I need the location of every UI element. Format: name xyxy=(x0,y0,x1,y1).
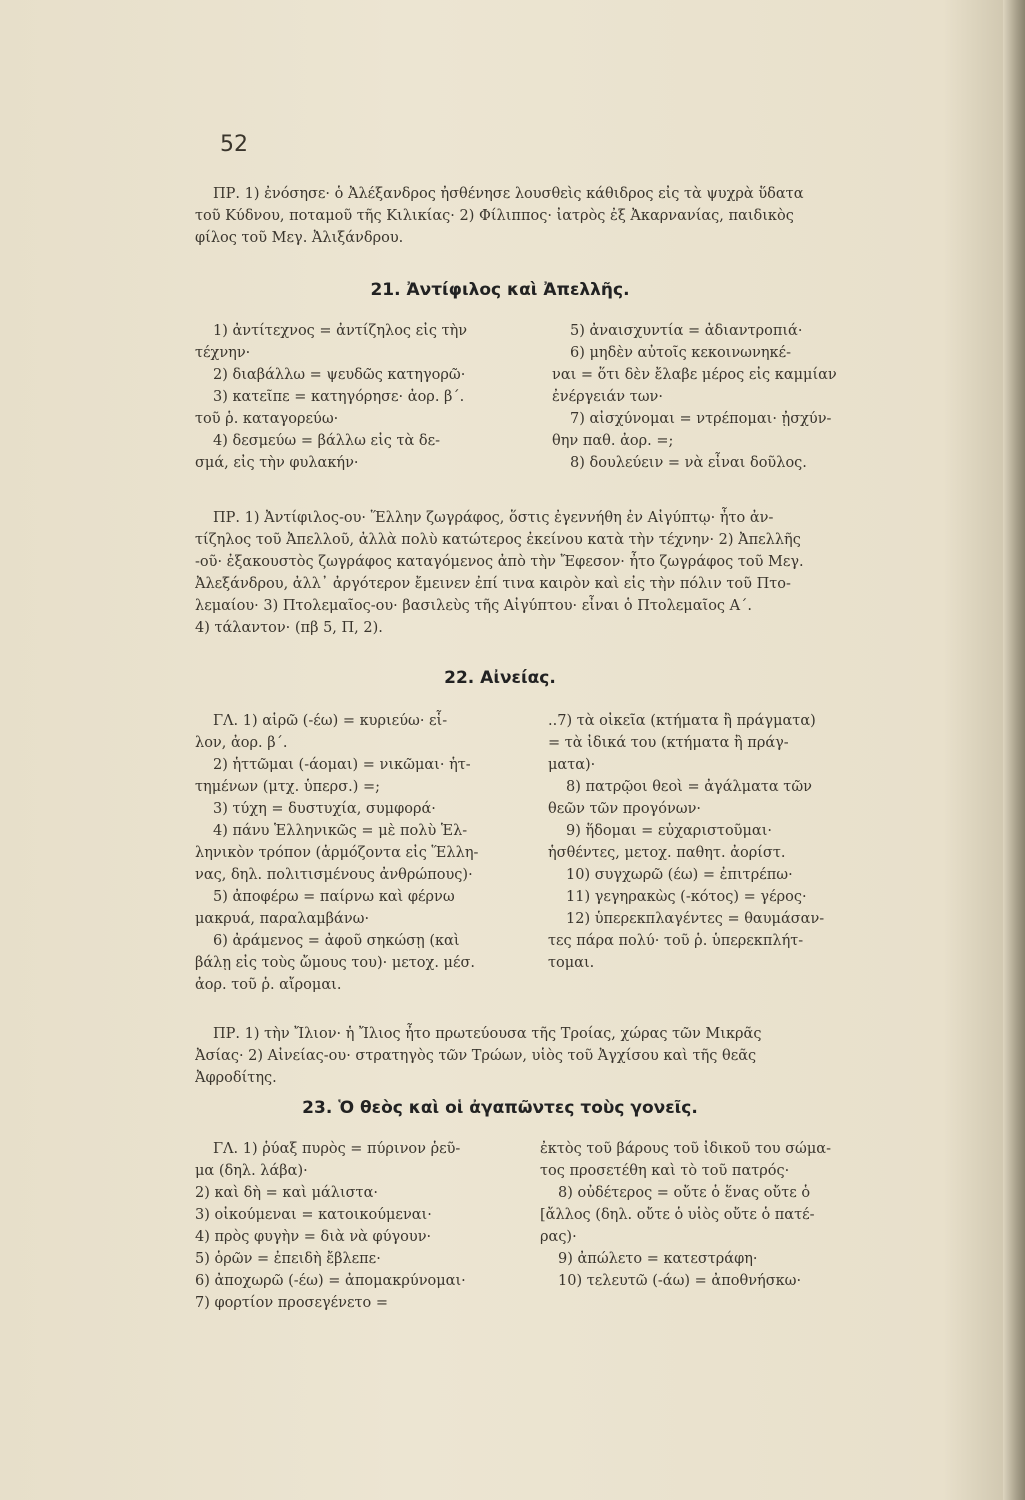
gloss-line: 2) ἡττῶμαι (-άομαι) = νικῶμαι· ἡτ- xyxy=(213,757,471,773)
section-heading-22: 22. Αἰνείας. xyxy=(444,668,556,688)
gloss-line: 7) αἰσχύνομαι = ντρέπομαι· ᾐσχύν- xyxy=(570,411,832,427)
gloss-line: τημένων (μτχ. ὑπερσ.) =; xyxy=(195,779,381,795)
text-line: ΠΡ. 1) ἐνόσησε· ὁ Ἀλέξανδρος ἠσθένησε λουσθεὶς κάθιδρος εἰς τὰ ψυχρὰ ὕδατα xyxy=(213,186,804,202)
s22-left-column xyxy=(195,710,525,996)
gloss-line: 10) τελευτῶ (-άω) = ἀποθνήσκω· xyxy=(558,1273,802,1289)
gloss-line: 2) διαβάλλω = ψευδῶς κατηγορῶ· xyxy=(213,367,466,383)
gloss-line: τομαι. xyxy=(548,955,595,971)
gloss-line: ληνικὸν τρόπον (ἁρμόζοντα εἰς Ἕλλη- xyxy=(195,845,479,861)
gloss-line: ἐκτὸς τοῦ βάρους τοῦ ἰδικοῦ του σώμα- xyxy=(540,1141,831,1157)
gloss-line: 12) ὑπερεκπλαγέντες = θαυμάσαν- xyxy=(566,911,825,927)
gloss-line: ματα)· xyxy=(548,757,596,773)
text-line: 4) τάλαντον· (πβ 5, Π, 2). xyxy=(195,620,383,636)
gloss-line: ἐνέργειάν των· xyxy=(552,389,663,405)
gloss-line: 8) πατρῷοι θεοὶ = ἀγάλματα τῶν xyxy=(566,779,812,795)
gloss-line: 5) ὁρῶν = ἐπειδὴ ἔβλεπε· xyxy=(195,1251,381,1267)
note-block-20 xyxy=(195,183,895,249)
gloss-line: 3) κατεῖπε = κατηγόρησε· ἀορ. β΄. xyxy=(213,389,465,405)
text-line: ΠΡ. 1) τὴν Ἴλιον· ἡ Ἴλιος ἦτο πρωτεύουσα τῆς Τροίας, χώρας τῶν Μικρᾶς xyxy=(213,1026,762,1042)
gloss-line: 5) ἀποφέρω = παίρνω καὶ φέρνω xyxy=(213,889,455,905)
gloss-line: τος προσετέθη καὶ τὸ τοῦ πατρός· xyxy=(540,1163,790,1179)
gloss-line: 6) ἀράμενος = ἀφοῦ σηκώσῃ (καὶ xyxy=(213,933,460,949)
gloss-line: τοῦ ῥ. καταγορεύω· xyxy=(195,411,339,427)
gloss-line: 6) μηδὲν αὐτοῖς κεκοινωνηκέ- xyxy=(570,345,791,361)
text-line: φίλος τοῦ Μεγ. Ἀλιξάνδρου. xyxy=(195,230,404,246)
page-number: 52 xyxy=(220,132,248,157)
gloss-line: 4) πάνυ Ἑλληνικῶς = μὲ πολὺ Ἑλ- xyxy=(213,823,468,839)
gloss-line: νας, δηλ. πολιτισμένους ἀνθρώπους)· xyxy=(195,867,473,883)
gloss-line: σμά, εἰς τὴν φυλακήν· xyxy=(195,455,359,471)
s22-right-column xyxy=(548,710,893,974)
gloss-line: ..7) τὰ οἰκεῖα (κτήματα ἢ πράγματα) xyxy=(548,713,816,729)
gloss-line: 5) ἀναισχυντία = ἀδιαντροπιά· xyxy=(570,323,803,339)
gloss-line: 2) καὶ δὴ = καὶ μάλιστα· xyxy=(195,1185,378,1201)
gloss-line: [ἄλλος (δηλ. οὔτε ὁ υἱὸς οὔτε ὁ πατέ- xyxy=(540,1207,815,1223)
gloss-line: 6) ἀποχωρῶ (-έω) = ἀπομακρύνομαι· xyxy=(195,1273,466,1289)
gloss-line: 10) συγχωρῶ (έω) = ἐπιτρέπω· xyxy=(566,867,793,883)
gloss-line: 7) φορτίον προσεγένετο = xyxy=(195,1295,388,1311)
gloss-line: 9) ἥδομαι = εὐχαριστοῦμαι· xyxy=(566,823,772,839)
gloss-line: ἡσθέντες, μετοχ. παθητ. ἀορίστ. xyxy=(548,845,786,861)
text-line: Ἀσίας· 2) Αἰνείας-ου· στρατηγὸς τῶν Τρώων, υἱὸς τοῦ Ἀγχίσου καὶ τῆς θεᾶς xyxy=(195,1048,757,1064)
gloss-line: ρας)· xyxy=(540,1229,577,1245)
gloss-line: ΓΛ. 1) ῥύαξ πυρὸς = πύρινον ῥεῦ- xyxy=(213,1141,461,1157)
text-line: τοῦ Κύδνου, ποταμοῦ τῆς Κιλικίας· 2) Φίλιππος· ἰατρὸς ἐξ Ἀκαρνανίας, παιδικὸς xyxy=(195,208,794,224)
text-line: -οῦ· ἐξακουστὸς ζωγράφος καταγόμενος ἀπὸ τὴν Ἔφεσον· ἦτο ζωγράφος τοῦ Μεγ. xyxy=(195,554,804,570)
gloss-line: μακρυά, παραλαμβάνω· xyxy=(195,911,370,927)
section-heading-21: 21. Ἀντίφιλος καὶ Ἀπελλῆς. xyxy=(370,280,630,300)
text-line: Ἀλεξάνδρου, ἀλλ᾽ ἀργότερον ἔμεινεν ἐπί τινα καιρὸν καὶ εἰς τὴν πόλιν τοῦ Πτο- xyxy=(195,576,791,592)
gloss-line: 11) γεγηρακὼς (-κότος) = γέρος· xyxy=(566,889,807,905)
note-block-21 xyxy=(195,507,895,639)
gloss-line: 3) οἰκούμεναι = κατοικούμεναι· xyxy=(195,1207,432,1223)
gloss-line: τες πάρα πολύ· τοῦ ῥ. ὑπερεκπλήτ- xyxy=(548,933,804,949)
gloss-line: θεῶν τῶν προγόνων· xyxy=(548,801,702,817)
section-heading-23: 23. Ὁ θεὸς καὶ οἱ ἀγαπῶντες τοὺς γονεῖς. xyxy=(302,1098,698,1118)
gloss-line: βάλῃ εἰς τοὺς ὤμους του)· μετοχ. μέσ. xyxy=(195,955,475,971)
gloss-line: 8) οὐδέτερος = οὔτε ὁ ἕνας οὔτε ὁ xyxy=(558,1185,811,1201)
gloss-line: ναι = ὅτι δὲν ἔλαβε μέρος εἰς καμμίαν xyxy=(552,367,837,383)
text-line: τίζηλος τοῦ Ἀπελλοῦ, ἀλλὰ πολὺ κατώτερος ἐκείνου κατὰ τὴν τέχνην· 2) Ἀπελλῆς xyxy=(195,532,801,548)
gloss-line: 3) τύχη = δυστυχία, συμφορά· xyxy=(213,801,436,817)
gloss-line: ΓΛ. 1) αἱρῶ (-έω) = κυριεύω· εἷ- xyxy=(213,713,448,729)
gloss-line: λον, ἀορ. β΄. xyxy=(195,735,288,751)
s21-right-column xyxy=(552,320,892,474)
s23-right-column xyxy=(540,1138,890,1292)
gloss-line: 9) ἀπώλετο = κατεστράφη· xyxy=(558,1251,758,1267)
text-line: Ἀφροδίτης. xyxy=(195,1070,277,1086)
gloss-line: 4) δεσμεύω = βάλλω εἰς τὰ δε- xyxy=(213,433,441,449)
gloss-line: μα (δηλ. λάβα)· xyxy=(195,1163,308,1179)
gloss-line: ἀορ. τοῦ ῥ. αἴρομαι. xyxy=(195,977,342,993)
gloss-line: 4) πρὸς φυγὴν = διὰ νὰ φύγουν· xyxy=(195,1229,432,1245)
gloss-line: 1) ἀντίτεχνος = ἀντίζηλος εἰς τὴν xyxy=(213,323,468,339)
page-edge xyxy=(1003,0,1025,1500)
gloss-line: τέχνην· xyxy=(195,345,251,361)
gloss-line: 8) δουλεύειν = νὰ εἶναι δοῦλος. xyxy=(570,455,807,471)
s23-left-column xyxy=(195,1138,525,1314)
text-line: ΠΡ. 1) Ἀντίφιλος-ου· Ἕλλην ζωγράφος, ὅστις ἐγεννήθη ἐν Αἰγύπτῳ· ἦτο ἀν- xyxy=(213,510,774,526)
text-line: λεμαίου· 3) Πτολεμαῖος-ου· βασιλεὺς τῆς Αἰγύπτου· εἶναι ὁ Πτολεμαῖος Α΄. xyxy=(195,598,752,614)
s21-left-column xyxy=(195,320,525,474)
note-block-22 xyxy=(195,1023,895,1089)
gloss-line: = τὰ ἰδικά του (κτήματα ἢ πράγ- xyxy=(548,735,789,751)
gloss-line: θην παθ. ἀορ. =; xyxy=(552,433,674,449)
